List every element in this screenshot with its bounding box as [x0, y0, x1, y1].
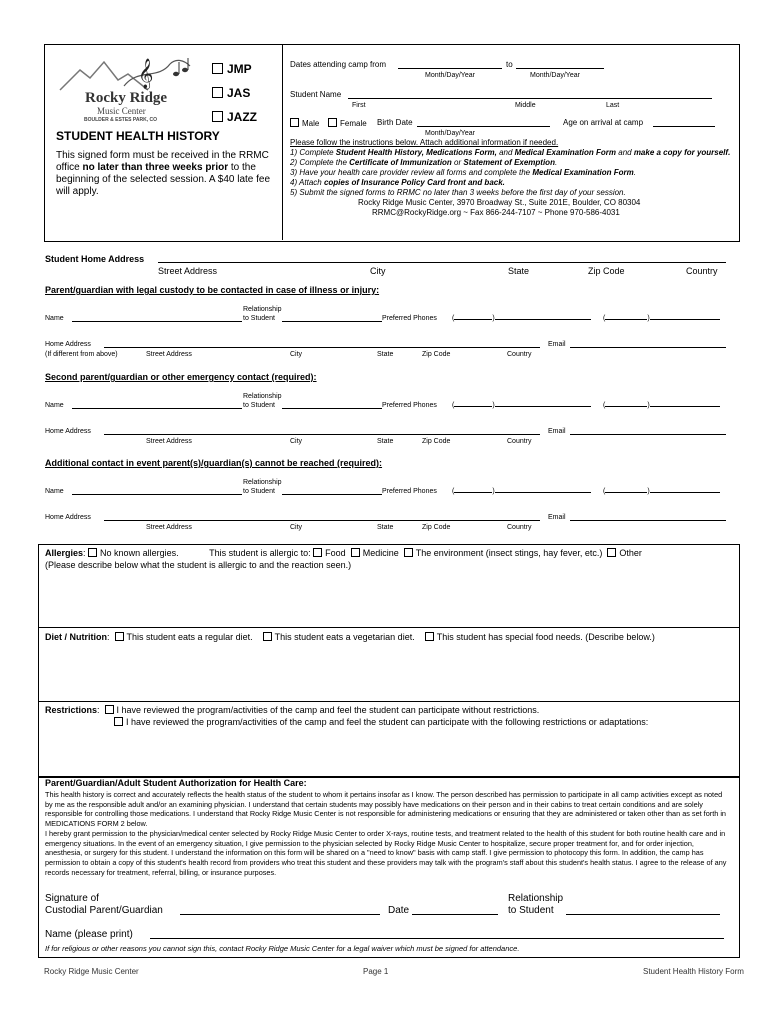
allergies-textarea[interactable]	[42, 574, 736, 624]
home-address-label: Student Home Address	[45, 254, 145, 264]
contact-name-field[interactable]	[72, 494, 242, 495]
relationship-field[interactable]	[282, 408, 382, 409]
svg-text:𝄞: 𝄞	[138, 59, 154, 89]
col-state: State	[377, 351, 394, 358]
col-city: City	[290, 438, 303, 445]
footer-right: Student Health History Form	[643, 967, 744, 976]
phone-2-field[interactable]: ( )	[603, 314, 720, 323]
camp-option-jmp[interactable]: JMP	[212, 62, 252, 76]
checkbox-icon[interactable]	[607, 548, 616, 557]
checkbox-icon[interactable]	[351, 548, 360, 557]
col-street: Street Address	[146, 438, 192, 445]
preferred-phones-label: Preferred Phones	[382, 402, 437, 409]
page-title: STUDENT HEALTH HISTORY	[56, 129, 220, 143]
restrictions-textarea[interactable]	[42, 730, 736, 772]
col-city: City	[290, 524, 303, 531]
checkbox-icon[interactable]	[425, 632, 434, 641]
name-part-first: First	[352, 102, 366, 109]
col-street: Street Address	[146, 524, 192, 531]
home-address-label: Home Address	[45, 514, 91, 521]
signature-field[interactable]	[180, 914, 380, 915]
date-from-hint: Month/Day/Year	[425, 72, 475, 79]
checkbox-icon[interactable]	[88, 548, 97, 557]
gender-female-option[interactable]: Female	[328, 118, 367, 129]
header-divider	[282, 44, 283, 240]
checkbox-icon[interactable]	[212, 87, 223, 98]
allergies-divider	[38, 627, 740, 628]
phone-1-field[interactable]: ( )	[452, 487, 591, 496]
checkbox-icon[interactable]	[290, 118, 299, 127]
name-part-middle: Middle	[515, 102, 536, 109]
preferred-phones-label: Preferred Phones	[382, 315, 437, 322]
to-student-label: to Student	[243, 315, 275, 322]
relationship-label: Relationship	[243, 479, 282, 486]
signature-label: Signature of Custodial Parent/Guardian	[45, 893, 163, 916]
age-label: Age on arrival at camp	[563, 118, 644, 127]
birth-date-field[interactable]	[417, 126, 550, 127]
checkbox-icon[interactable]	[105, 705, 114, 714]
to-label: to	[506, 60, 513, 69]
home-col-country: Country	[686, 266, 718, 276]
diet-textarea[interactable]	[42, 646, 736, 698]
col-street: Street Address	[146, 351, 192, 358]
age-field[interactable]	[653, 126, 715, 127]
deadline-notice: This signed form must be received in the RRMC office no later than three weeks prior to the beginning of the selected session. A $40 late fee will apply.	[56, 150, 271, 197]
date-label: Date	[388, 905, 410, 916]
to-student-label: to Student	[243, 402, 275, 409]
col-zip: Zip Code	[422, 438, 451, 445]
preferred-phones-label: Preferred Phones	[382, 488, 437, 495]
checkbox-icon[interactable]	[263, 632, 272, 641]
phone-1-field[interactable]: ( )	[452, 314, 591, 323]
authorization-heading: Parent/Guardian/Adult Student Authorization for Health Care:	[45, 778, 307, 788]
logo-sub: Music Center	[97, 106, 146, 116]
relationship-field[interactable]	[282, 494, 382, 495]
col-city: City	[290, 351, 303, 358]
gender-male-option[interactable]: Male	[290, 118, 319, 129]
restrictions-row-1: Restrictions: I have reviewed the program/activities of the camp and feel the student can participate without restrictions.	[45, 705, 540, 715]
email-field[interactable]	[570, 520, 726, 521]
allergies-row: Allergies: No known allergies. This student is allergic to: Food Medicine The environment (insect stings, hay fever, etc.) Other	[45, 548, 642, 558]
contact-name-field[interactable]	[72, 321, 242, 322]
footer-left: Rocky Ridge Music Center	[44, 967, 139, 976]
col-state: State	[377, 524, 394, 531]
checkbox-icon[interactable]	[212, 111, 223, 122]
camp-option-jazz[interactable]: JAZZ	[212, 110, 257, 124]
checkbox-icon[interactable]	[313, 548, 322, 557]
contact-heading: Second parent/guardian or other emergency contact (required):	[45, 372, 317, 382]
home-address-label: Home Address	[45, 428, 91, 435]
relationship-label: Relationship	[243, 393, 282, 400]
student-name-label: Student Name	[290, 90, 342, 99]
print-name-label: Name (please print)	[45, 929, 133, 940]
diet-divider	[38, 701, 740, 702]
dates-label: Dates attending camp from	[290, 60, 387, 69]
name-label: Name	[45, 315, 64, 322]
student-name-field[interactable]	[348, 98, 712, 99]
contact-name-field[interactable]	[72, 408, 242, 409]
checkbox-icon[interactable]	[404, 548, 413, 557]
col-zip: Zip Code	[422, 351, 451, 358]
email-label: Email	[548, 428, 566, 435]
phone-2-field[interactable]: ( )	[603, 487, 720, 496]
date-to-hint: Month/Day/Year	[530, 72, 580, 79]
signature-date-field[interactable]	[412, 914, 498, 915]
col-country: Country	[507, 524, 532, 531]
logo-location: BOULDER & ESTES PARK, CO	[84, 117, 157, 123]
email-label: Email	[548, 341, 566, 348]
name-part-last: Last	[606, 102, 620, 109]
home-col-state: State	[508, 266, 530, 276]
home-col-city: City	[370, 266, 386, 276]
col-zip: Zip Code	[422, 524, 451, 531]
restrictions-row-2: I have reviewed the program/activities of the camp and feel the student can participate with the following restrictions or adaptations:	[114, 717, 648, 728]
email-field[interactable]	[570, 347, 726, 348]
contact-address-field[interactable]	[104, 434, 540, 435]
col-country: Country	[507, 438, 532, 445]
phone-2-field[interactable]: ( )	[603, 401, 720, 410]
authorization-text: This health history is correct and accurately reflects the health status of the student to whom it pertains insofar as I know. The person described has permission to participate in all camp activities except as noted by me as the responsible adult and/or an examining physician. I understand that certain students may possibly have medications on their person and in their cabins to treat certain conditions and are solely responsible for controlling those medications. I understand that Rocky Ridge Music Center is not responsible for administering medications or ensuring that they are administered or taken other than as set forth in MEDICATIONS FORM 2 below. I hereby grant permission to the physician/medical center selected by Rocky Ridge Music Center to order X-rays, routine tests, and treatment related to the health of this student for both routine health care and in emergency situations. In the event of an emergency situation, I give permission to the physician selected by Rocky Ridge Music Center to hospitalize, secure proper treatment for, and for order injection, anesthesia, or surgery for this student. I understand the information on this form will be shared on a "need to know" basis with camp staff. I give permission to photocopy this form. In addition, the camp has permission to obtain a copy of this student's health record from providers who treat this student and these providers may talk with the program's staff about this student's health status. I agree to the release of any records necessary for treatment, referral, billing, or insurance purposes.	[45, 790, 727, 877]
birth-date-label: Birth Date	[377, 118, 413, 127]
waiver-note: If for religious or other reasons you cannot sign this, contact Rocky Ridge Music Center for a legal waiver which must be signed for attendance.	[45, 944, 520, 953]
home-address-field[interactable]	[158, 262, 726, 263]
contact-address-field[interactable]	[104, 520, 540, 521]
logo-mountains-icon	[58, 50, 198, 94]
checkbox-icon[interactable]	[114, 717, 123, 726]
date-to-field[interactable]	[516, 68, 604, 69]
birth-date-hint: Month/Day/Year	[425, 130, 475, 137]
address-note: (If different from above)	[45, 351, 118, 358]
name-label: Name	[45, 488, 64, 495]
home-col-street: Street Address	[158, 266, 218, 276]
checkbox-icon[interactable]	[328, 118, 337, 127]
relationship-sig-label: Relationship to Student	[508, 893, 564, 916]
col-country: Country	[507, 351, 532, 358]
home-address-label: Home Address	[45, 341, 91, 348]
print-name-field[interactable]	[150, 938, 724, 939]
relationship-sig-field[interactable]	[566, 914, 720, 915]
footer-page: Page 1	[363, 967, 389, 976]
phone-1-field[interactable]: ( )	[452, 401, 591, 410]
checkbox-icon[interactable]	[115, 632, 124, 641]
name-label: Name	[45, 402, 64, 409]
logo-name: Rocky Ridge	[85, 90, 168, 106]
date-from-field[interactable]	[398, 68, 502, 69]
diet-row: Diet / Nutrition: This student eats a regular diet. This student eats a vegetarian diet. This student has special food needs. (Describe below.)	[45, 632, 655, 642]
email-field[interactable]	[570, 434, 726, 435]
email-label: Email	[548, 514, 566, 521]
contact-address-field[interactable]	[104, 347, 540, 348]
camp-option-jas[interactable]: JAS	[212, 86, 250, 100]
contact-heading: Additional contact in event parent(s)/guardian(s) cannot be reached (required):	[45, 458, 383, 468]
relationship-label: Relationship	[243, 306, 282, 313]
contact-heading: Parent/guardian with legal custody to be contacted in case of illness or injury:	[45, 285, 380, 295]
checkbox-icon[interactable]	[212, 63, 223, 74]
instructions: Please follow the instructions below. Attach additional information if needed. 1) Complete Student Health History, Medications Form, and Medical Examination Form and make a copy for yourself. 2) Complete the Certificate of Immunization or Statement of Exemption. 3) Have your health care provider review all forms and complete the Medical Examination Form. 4) Attach copies of Insurance Policy Card front and back. 5) Submit the signed forms to RRMC no later than 3 weeks before the first day of your session. Rocky Ridge Music Center, 3970 Broadway St., Suite 201E, Boulder, CO 80304 RRMC@RockyRidge.org ~ Fax 866-244-7107 ~ Phone 970-586-4031	[290, 138, 731, 217]
allergies-describe: (Please describe below what the student is allergic to and the reaction seen.)	[45, 560, 352, 570]
to-student-label: to Student	[243, 488, 275, 495]
home-col-zip: Zip Code	[588, 266, 625, 276]
col-state: State	[377, 438, 394, 445]
relationship-field[interactable]	[282, 321, 382, 322]
